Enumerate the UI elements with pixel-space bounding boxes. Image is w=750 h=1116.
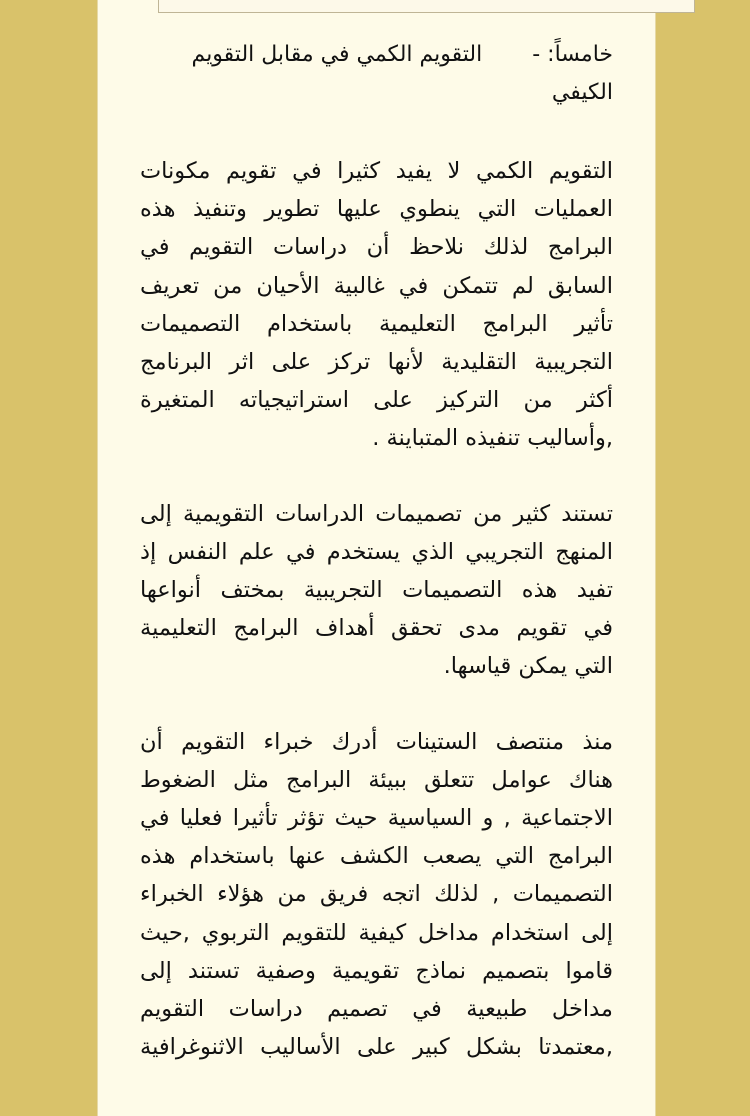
paragraph-line: البرامج التي يصعب الكشف عنها باستخدام هذه xyxy=(140,843,613,870)
section-title-line2: الكيفي xyxy=(551,80,613,105)
paragraph-line: التجريبية التقليدية لأنها تركز على اثر البرنامج xyxy=(140,349,613,376)
paragraph-1 xyxy=(140,152,613,458)
paragraph-line: منذ منتصف الستينات أدرك خبراء التقويم أن xyxy=(140,728,613,755)
paragraph-3 xyxy=(140,723,613,1067)
document-text xyxy=(140,36,613,1103)
paragraph-line: التصميمات , لذلك اتجه فريق من هؤلاء الخبراء xyxy=(140,881,613,908)
paragraph-line: التقويم الكمي لا يفيد كثيرا في تقويم مكونات xyxy=(140,158,613,184)
paragraph-line: التي يمكن قياسها. xyxy=(443,653,613,680)
paragraph-line: قاموا بتصميم نماذج تقويمية وصفية تستند إلى xyxy=(140,957,613,984)
paragraph-line: المنهج التجريبي الذي يستخدم في علم النفس إذ xyxy=(140,538,613,565)
paragraph-line: في تقويم مدى تحقق أهداف البرامج التعليمية xyxy=(140,615,613,642)
paragraph-line: مداخل طبيعية في تصميم دراسات التقويم xyxy=(140,996,613,1023)
paragraph-line: إلى استخدام مداخل كيفية للتقويم التربوي ,حيث xyxy=(140,919,613,946)
section-title-line1: التقويم الكمي في مقابل التقويم xyxy=(191,42,483,67)
paragraph-line: أكثر من التركيز على استراتيجياته المتغيرة xyxy=(140,387,613,414)
section-heading xyxy=(140,36,613,112)
paragraph-line: هناك عوامل تتعلق ببيئة البرامج مثل الضغوط xyxy=(140,766,613,793)
section-number: خامساً: - xyxy=(532,42,613,67)
paragraph-line: السابق لم تتمكن في غالبية الأحيان من تعريف xyxy=(140,272,613,299)
paragraph-line: ,معتمدتا بشكل كبير على الأساليب الاثنوغرافية xyxy=(140,1034,613,1061)
paragraph-line: البرامج لذلك نلاحظ أن دراسات التقويم في xyxy=(140,234,613,261)
paragraph-line: الاجتماعية , و السياسية حيث تؤثر تأثيرا فعليا في xyxy=(140,805,613,832)
top-page-edge xyxy=(158,0,695,13)
paragraph-line: تستند كثير من تصميمات الدراسات التقويمية إلى xyxy=(140,500,613,527)
paragraph-2 xyxy=(140,495,613,686)
paragraph-line: تأثير البرامج التعليمية باستخدام التصميمات xyxy=(140,310,613,337)
paragraph-line: ,وأساليب تنفيذه المتباينة . xyxy=(372,425,613,452)
paragraph-line: العمليات التي ينطوي عليها تطوير وتنفيذ هذه xyxy=(140,196,613,223)
paragraph-line: تفيد هذه التصميمات التجريبية بمختف أنواعها xyxy=(140,577,613,604)
